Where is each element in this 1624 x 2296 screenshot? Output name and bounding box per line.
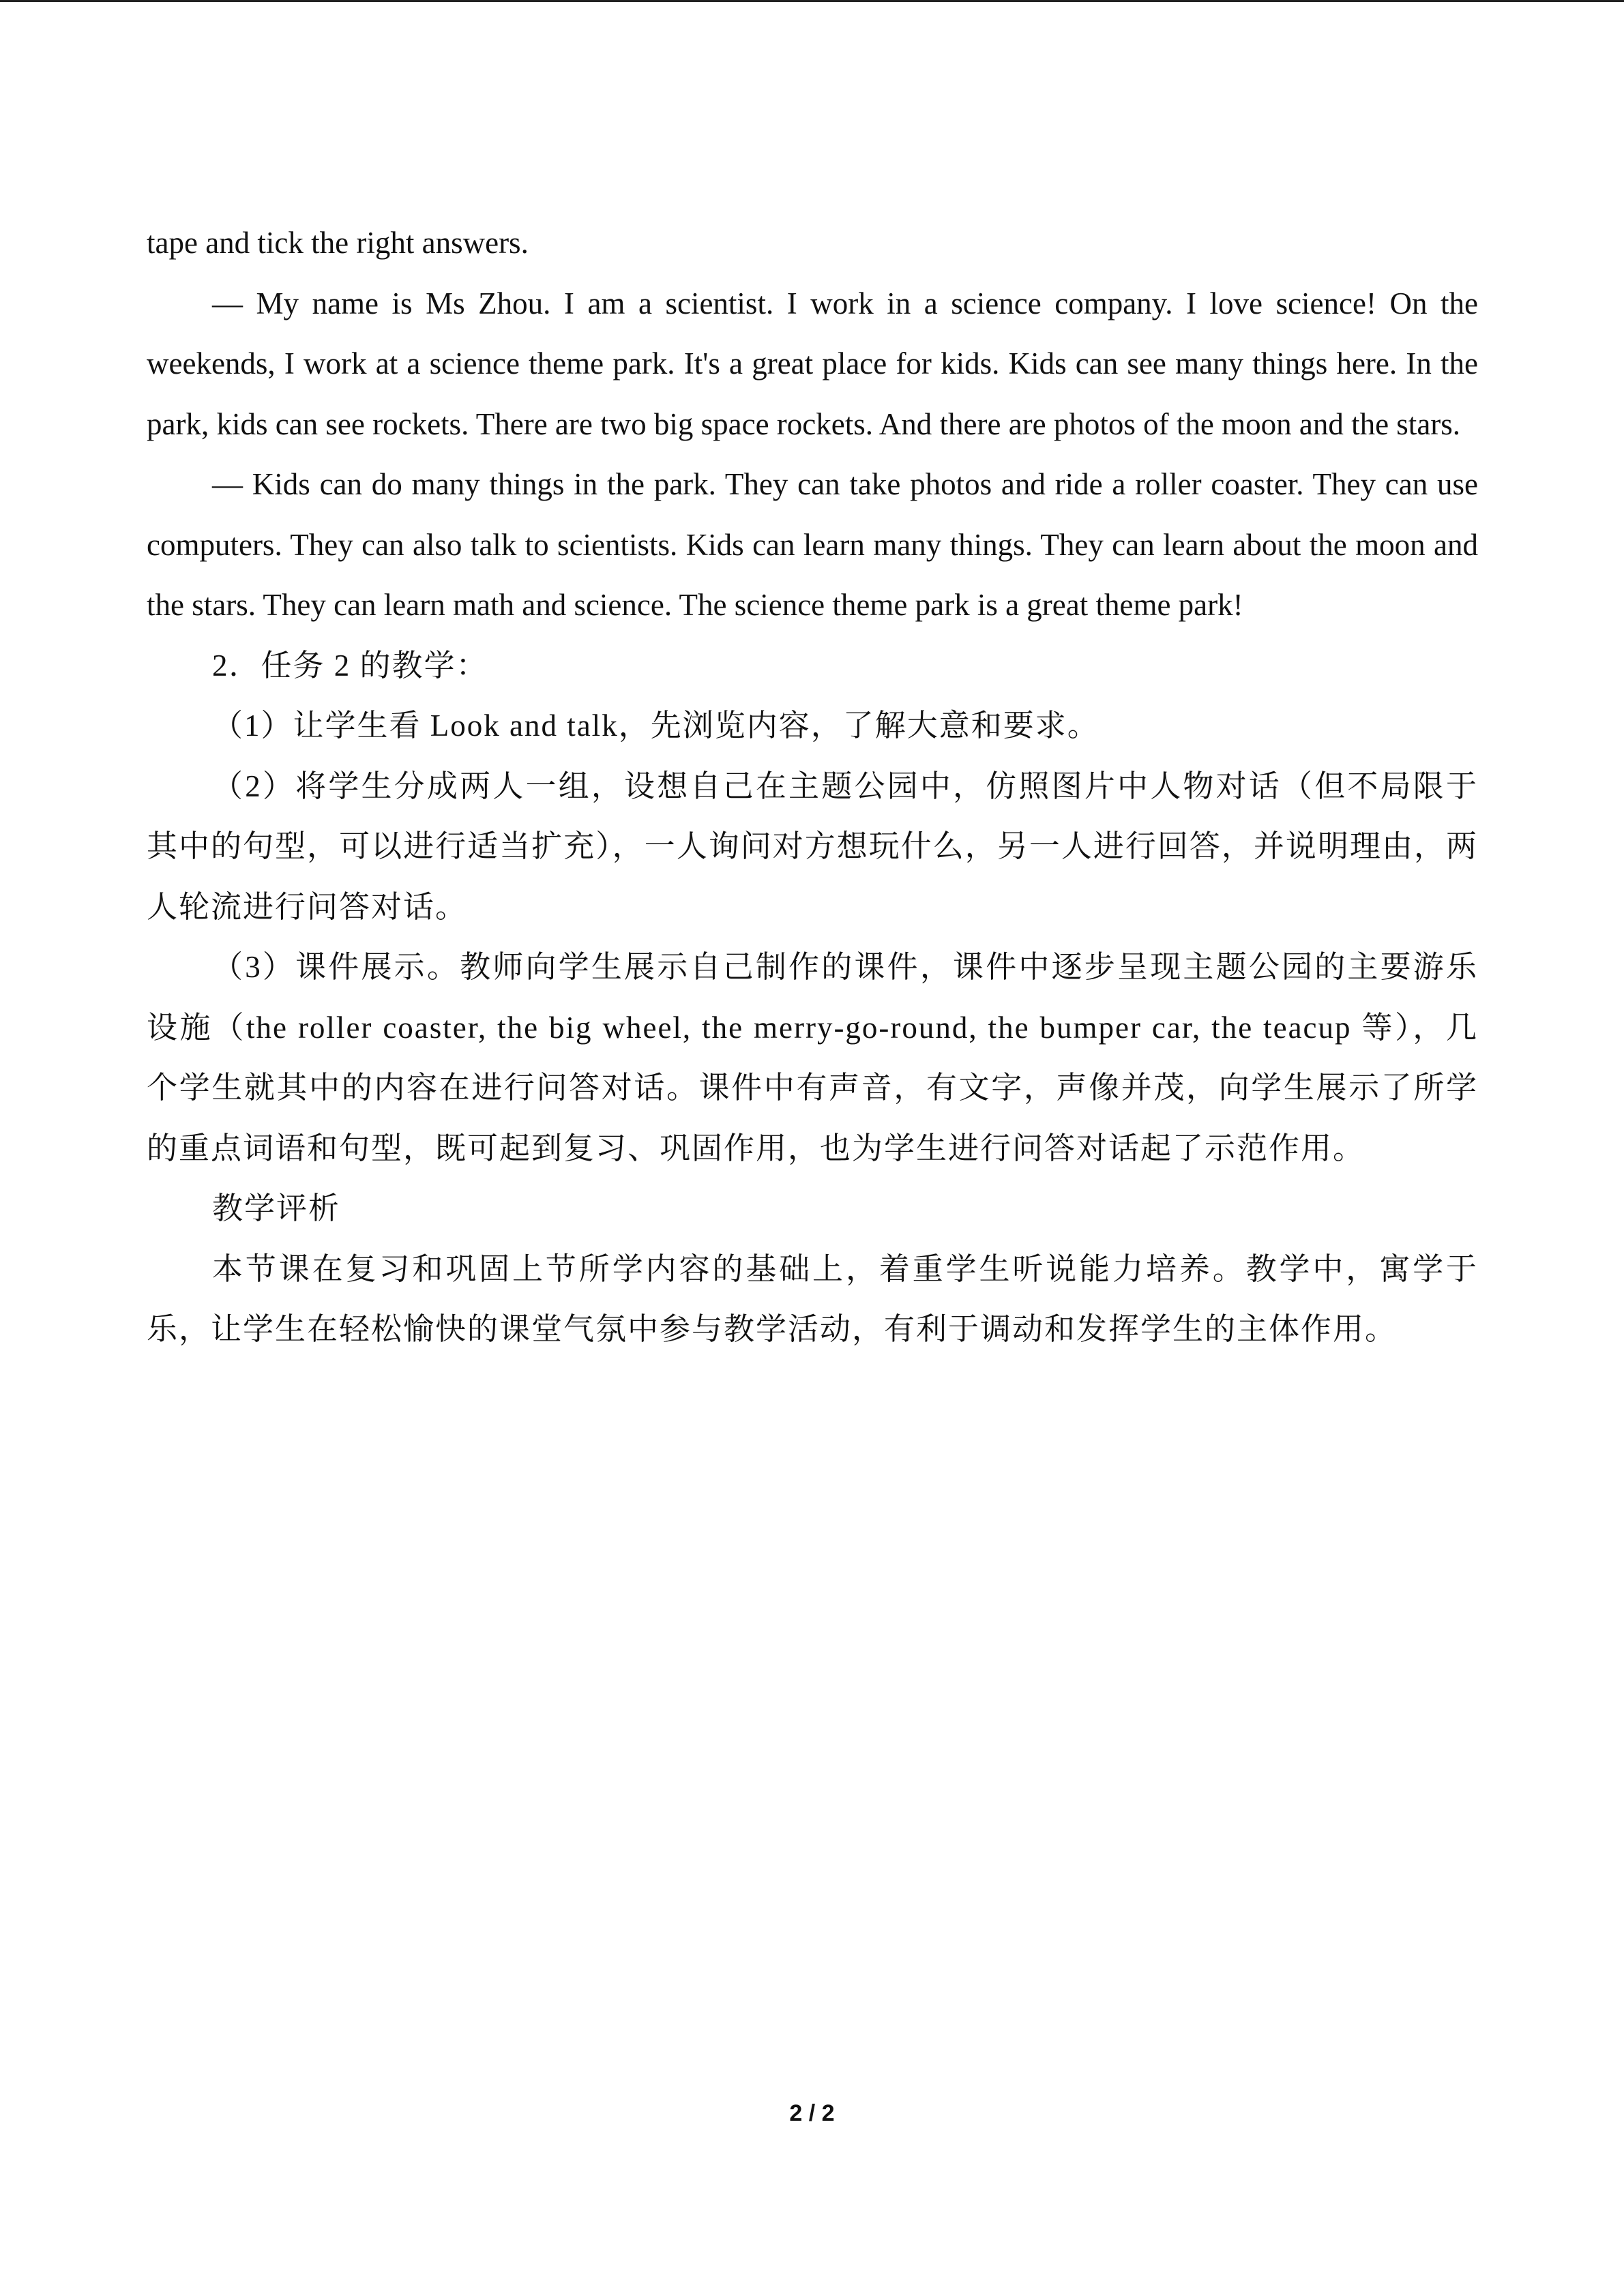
paragraph-step-1: （1）让学生看 Look and talk，先浏览内容，了解大意和要求。 (212, 709, 1099, 743)
document-body (147, 213, 1478, 1360)
paragraph-dialogue-kids: — Kids can do many things in the park. They can take photos and ride a roller coaster. They can use computers. They can also talk to scientists. Kids can learn many things. They can learn about the moon and the stars. They can learn math and science. The science theme park is a great theme park! (147, 467, 1478, 622)
paragraph-step-2: （2）将学生分成两人一组，设想自己在主题公园中，仿照图片中人物对话（但不局限于其中的句型，可以进行适当扩充），一人询问对方想玩什么，另一人进行回答，并说明理由，两人轮流进行问答对话。 (147, 769, 1478, 924)
page-number: 2 / 2 (789, 2100, 835, 2126)
paragraph-step-3: （3）课件展示。教师向学生展示自己制作的课件，课件中逐步呈现主题公园的主要游乐设施（the roller coaster, the big wheel, the merry-go-round, the bumper car, the teacup 等），几个学生就其中的内容在进行问答对话。课件中有声音，有文字，声像并茂，向学生展示了所学的重点词语和句型，既可起到复习、巩固作用，也为学生进行问答对话起了示范作用。 (147, 950, 1478, 1165)
section-heading-task-2: 2．任务 2 的教学： (212, 648, 488, 683)
paragraph-continuation: tape and tick the right answers. (147, 226, 529, 260)
paragraph-dialogue-ms-zhou: — My name is Ms Zhou. I am a scientist. I work in a science company. I love science! On the weekends, I work at a science theme park. It's a great place for kids. Kids can see many things here. In the park, kids can see rockets. There are two big space rockets. And there are photos of the moon and the stars. (147, 286, 1478, 441)
top-border-rule (0, 0, 1624, 2)
section-heading-analysis: 教学评析 (212, 1191, 341, 1225)
paragraph-analysis-body: 本节课在复习和巩固上节所学内容的基础上，着重学生听说能力培养。教学中，寓学于乐，让学生在轻松愉快的课堂气氛中参与教学活动，有利于调动和发挥学生的主体作用。 (147, 1251, 1478, 1346)
